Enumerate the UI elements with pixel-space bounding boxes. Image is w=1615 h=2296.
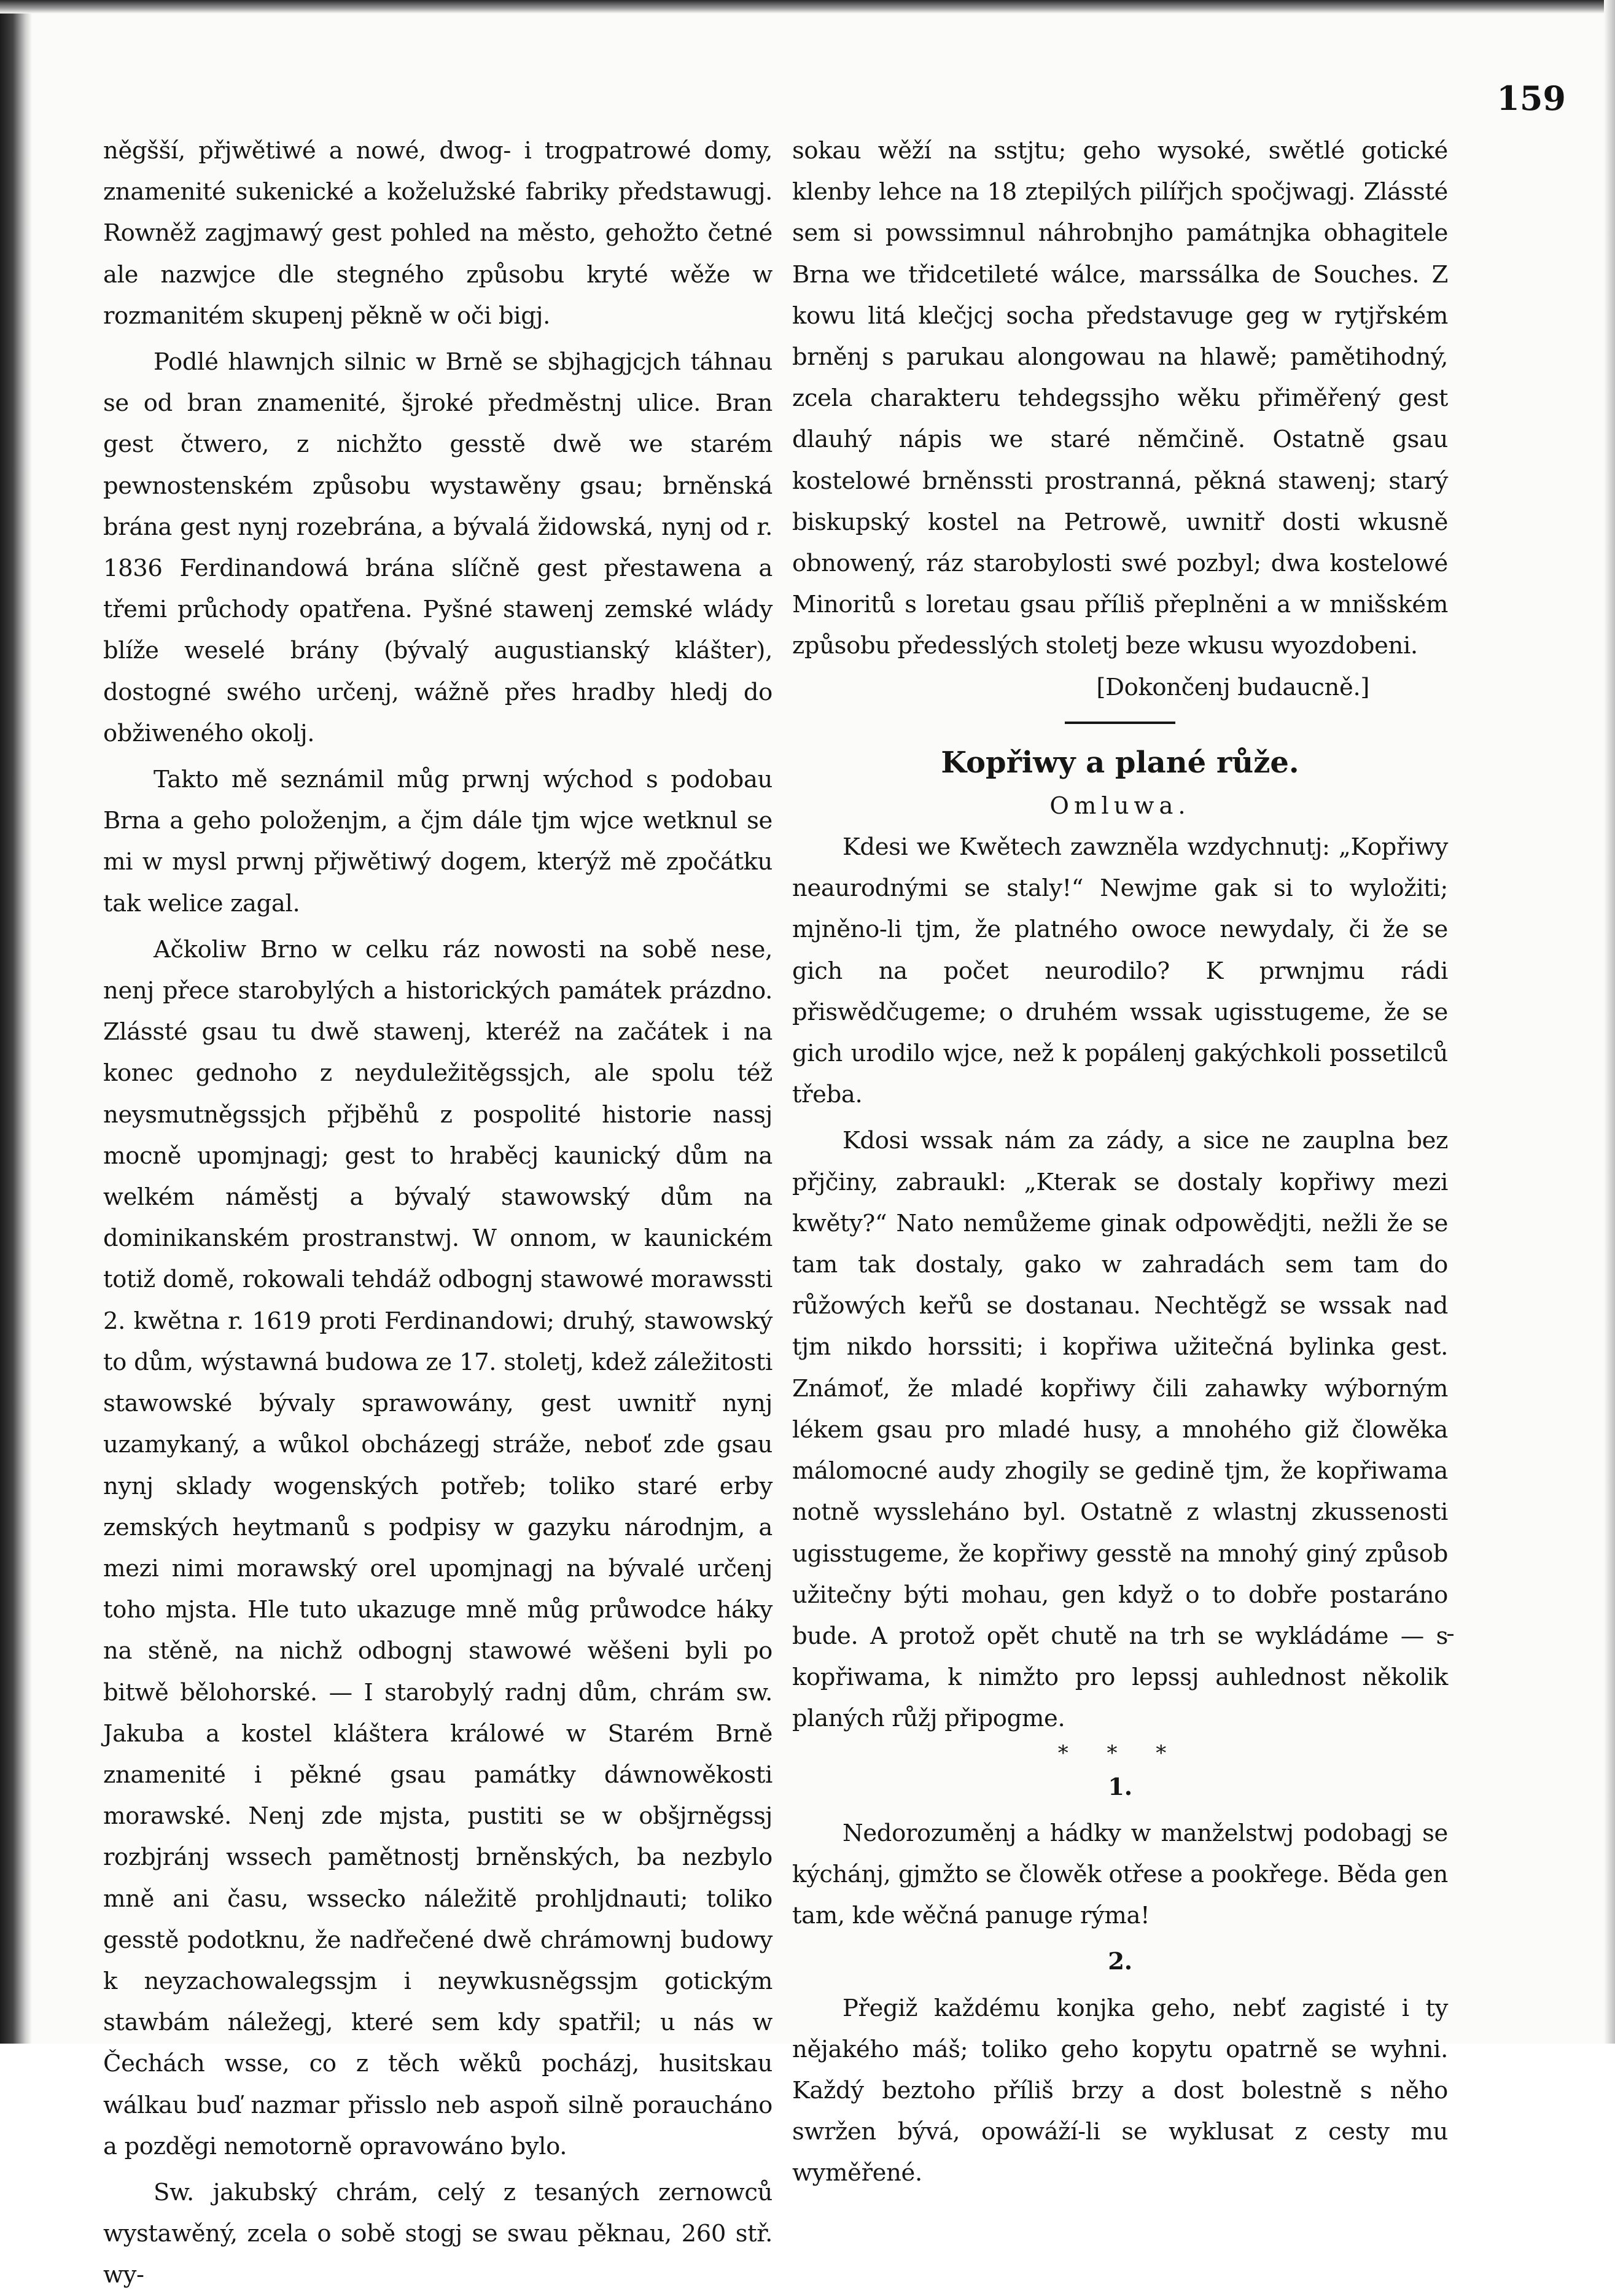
right-paragraph-3: Kdosi wssak nám za zády, a sice ne zauplna bez přjčiny, zabraukl: „Kterak se dostaly kopřiwy mezi kwěty?“ Nato nemůžeme ginak odpowědjti, nežli že se tam tak dostaly, gako w zahradách sem tam do růžowých keřů se dostanau. Nechtěgž se wssak nad tjm nikdo horssiti; i kopřiwa užitečná bylinka gest. Známoť, že mladé kopřiwy čili zahawky wýborným lékem gsau pro mladé husy, a mnohého giž člowěka málomocné audy zhogily se gedině tjm, že kopřiwama notně wyssleháno byl. Ostatně z wlastnj zkussenosti ugisstugeme, že kopřiwy gesstě na mnohý giný způsob užitečny býti mohau, gen když o to dobře postaráno bude. A protož opět chutě na trh se wykládáme — s kopřiwama, k nimžto pro lepssj auhlednost několik planých růžj připogme. xyxy=(792,1127,1448,1733)
section-2-text: Přegiž každému konjka geho, nebť zagisté i ty nějakého máš; toliko geho kopytu opatrně se wyhni. Každý beztoho příliš brzy a dost bolestně s něho swržen bývá, opowáží-li se wyklusat z cesty mu wyměřené. xyxy=(792,1994,1448,2187)
scan-shadow-top xyxy=(0,0,1615,14)
asterism: * * * xyxy=(1057,1740,1183,1765)
section-1-text: Nedorozuměnj a hádky w manželstwj podobagj se kýchánj, gjmžto se člowěk otřese a pookřege. Běda gen tam, kde wěčná panuge rýma! xyxy=(792,1819,1448,1930)
section-divider xyxy=(1065,722,1175,724)
left-paragraph-1: něgšší, přjwětiwé a nowé, dwog- i trogpatrowé domy, znamenité sukenické a koželužské fabriky předstawugj. Rowněž zagjmawý gest pohled na město, gehožto četné ale nazwjce dle stegného způsobu kryté wěže w rozmanitém skupenj pěkně w oči bigj. xyxy=(103,137,772,330)
article-subtitle: Omluwa. xyxy=(1049,792,1191,820)
right-paragraph-1: sokau wěží na sstjtu; geho wysoké, swětlé gotické klenby lehce na 18 ztepilých pilířjch spočjwagj. Zlássté sem si powssimnul náhrobnjho památnjka obhagitele Brna we třidcetileté wálce, marssálka de Souches. Z kowu litá klečjcj socha představuge geg w rytjřském brněnj s parukau alongowau na hlawě; pamětihodný, zcela charakteru tehdegssjho wěku přiměřený gest dlauhý nápis we staré němčině. Ostatně gsau kostelowé brněnssti prostranná, pěkná stawenj; starý biskupský kostel na Petrowě, uwnitř dosti wkusně obnowený, ráz starobylosti swé pozbyl; dwa kostelowé Minoritů s loretau gsau příliš přeplněni a w mnišském způsobu předesslých stoletj beze wkusu wyozdobeni. xyxy=(792,137,1448,660)
page-number: 159 xyxy=(1496,79,1566,118)
left-column xyxy=(103,130,772,2296)
scan-shadow-left xyxy=(0,0,32,2044)
left-paragraph-4: Ačkoliw Brno w celku ráz nowosti na sobě nese, nenj přece starobylých a historických památek prázdno. Zlássté gsau tu dwě stawenj, kteréž na začátek i na konec gednoho z neyduležitěgssjch, ale spolu též neysmutněgssjch přjběhů z pospolité historie nassj mocně upomjnagj; gest to hraběcj kaunický dům na welkém náměstj a bývalý stawowský dům na dominikanském prostranstwj. W onnom, w kaunickém totiž domě, rokowali tehdáž odbognj stawowé morawssti 2. kwětna r. 1619 proti Ferdinandowi; druhý, stawowský to dům, wýstawná budowa ze 17. stoletj, kdež záležitosti stawowské bývaly sprawowány, gest uwnitř nynj uzamykaný, a wůkol obcházegj stráže, neboť zde gsau nynj sklady wogenských potřeb; toliko staré erby zemských heytmanů s podpisy w gazyku národnjm, a mezi nimi morawský orel upomjnagj na bývalé určenj toho mjsta. Hle tuto ukazuge mně můg průwodce háky na stěně, na nichž odbognj stawowé wěšeni byli po bitwě bělohorské. — I starobylý radnj dům, chrám sw. Jakuba a kostel kláštera králowé w Starém Brně znamenité i pěkné gsau památky dáwnowěkosti morawské. Nenj zde mjsta, pustiti se w obšjrněgssj rozbjránj wssech pamětnostj brněnských, ba nezbylo mně ani času, wssecko náležitě prohljdnauti; toliko gesstě podotknu, že nadřečené dwě chrámownj budowy k neyzachowalegssjm i neywkusněgssjm gotickým stawbám náležegj, které sem kdy spatřil; u nás w Čechách wsse, co z těch wěků pocházj, husitskau wálkau buď nazmar přisslo neb aspoň silně poraucháno a pozděgi nemotorně opravowáno bylo. xyxy=(103,935,772,2160)
scan-shadow-right xyxy=(1604,0,1615,2044)
left-paragraph-2: Podlé hlawnjch silnic w Brně se sbjhagjcjch táhnau se od bran znamenité, šjroké předměstnj ulice. Bran gest čtwero, z nichžto gesstě dwě we starém pewnostenském způsobu wystawěny gsau; brněnská brána gest nynj rozebrána, a bývalá židowská, nynj od r. 1836 Ferdinandowá brána slíčně gest přestawena a třemi průchody opatřena. Pyšné stawenj zemské wlády blíže weselé brány (bývalý augustianský klášter), dostogné swého určenj, wážně přes hradby hledj do obžiweného okolj. xyxy=(103,348,772,747)
right-column xyxy=(792,130,1448,2194)
article-title: Kopřiwy a plané růže. xyxy=(941,745,1299,780)
left-paragraph-5: Sw. jakubský chrám, celý z tesaných zernowců wystawěný, zcela o sobě stogj se swau pěknau, 260 stř. wy- xyxy=(103,2178,772,2289)
right-paragraph-2: Kdesi we Kwětech zawzněla wzdychnutj: „Kopřiwy neaurodnými se staly!“ Newjme gak si to wyložiti; mjněno-li tjm, že platného owoce newydaly, či že se gich na počet neurodilo? K prwnjmu rádi přiswědčugeme; o druhém wssak ugisstugeme, že se gich urodilo wjce, než k popálenj gakýchkoli possetilců třeba. xyxy=(792,833,1448,1109)
left-paragraph-3: Takto mě seznámil můg prwnj wýchod s podobau Brna a geho položenjm, a čjm dále tjm wjce wetknul se mi w mysl prwnj přjwětiwý dogem, kterýž mě zpočátku tak welice zagal. xyxy=(103,766,772,917)
to-be-continued-note: [Dokončenj budaucně.] xyxy=(1096,673,1369,701)
margin-mark xyxy=(1447,1634,1454,1636)
section-1-number: 1. xyxy=(1108,1773,1132,1801)
section-2-number: 2. xyxy=(1108,1948,1132,1976)
